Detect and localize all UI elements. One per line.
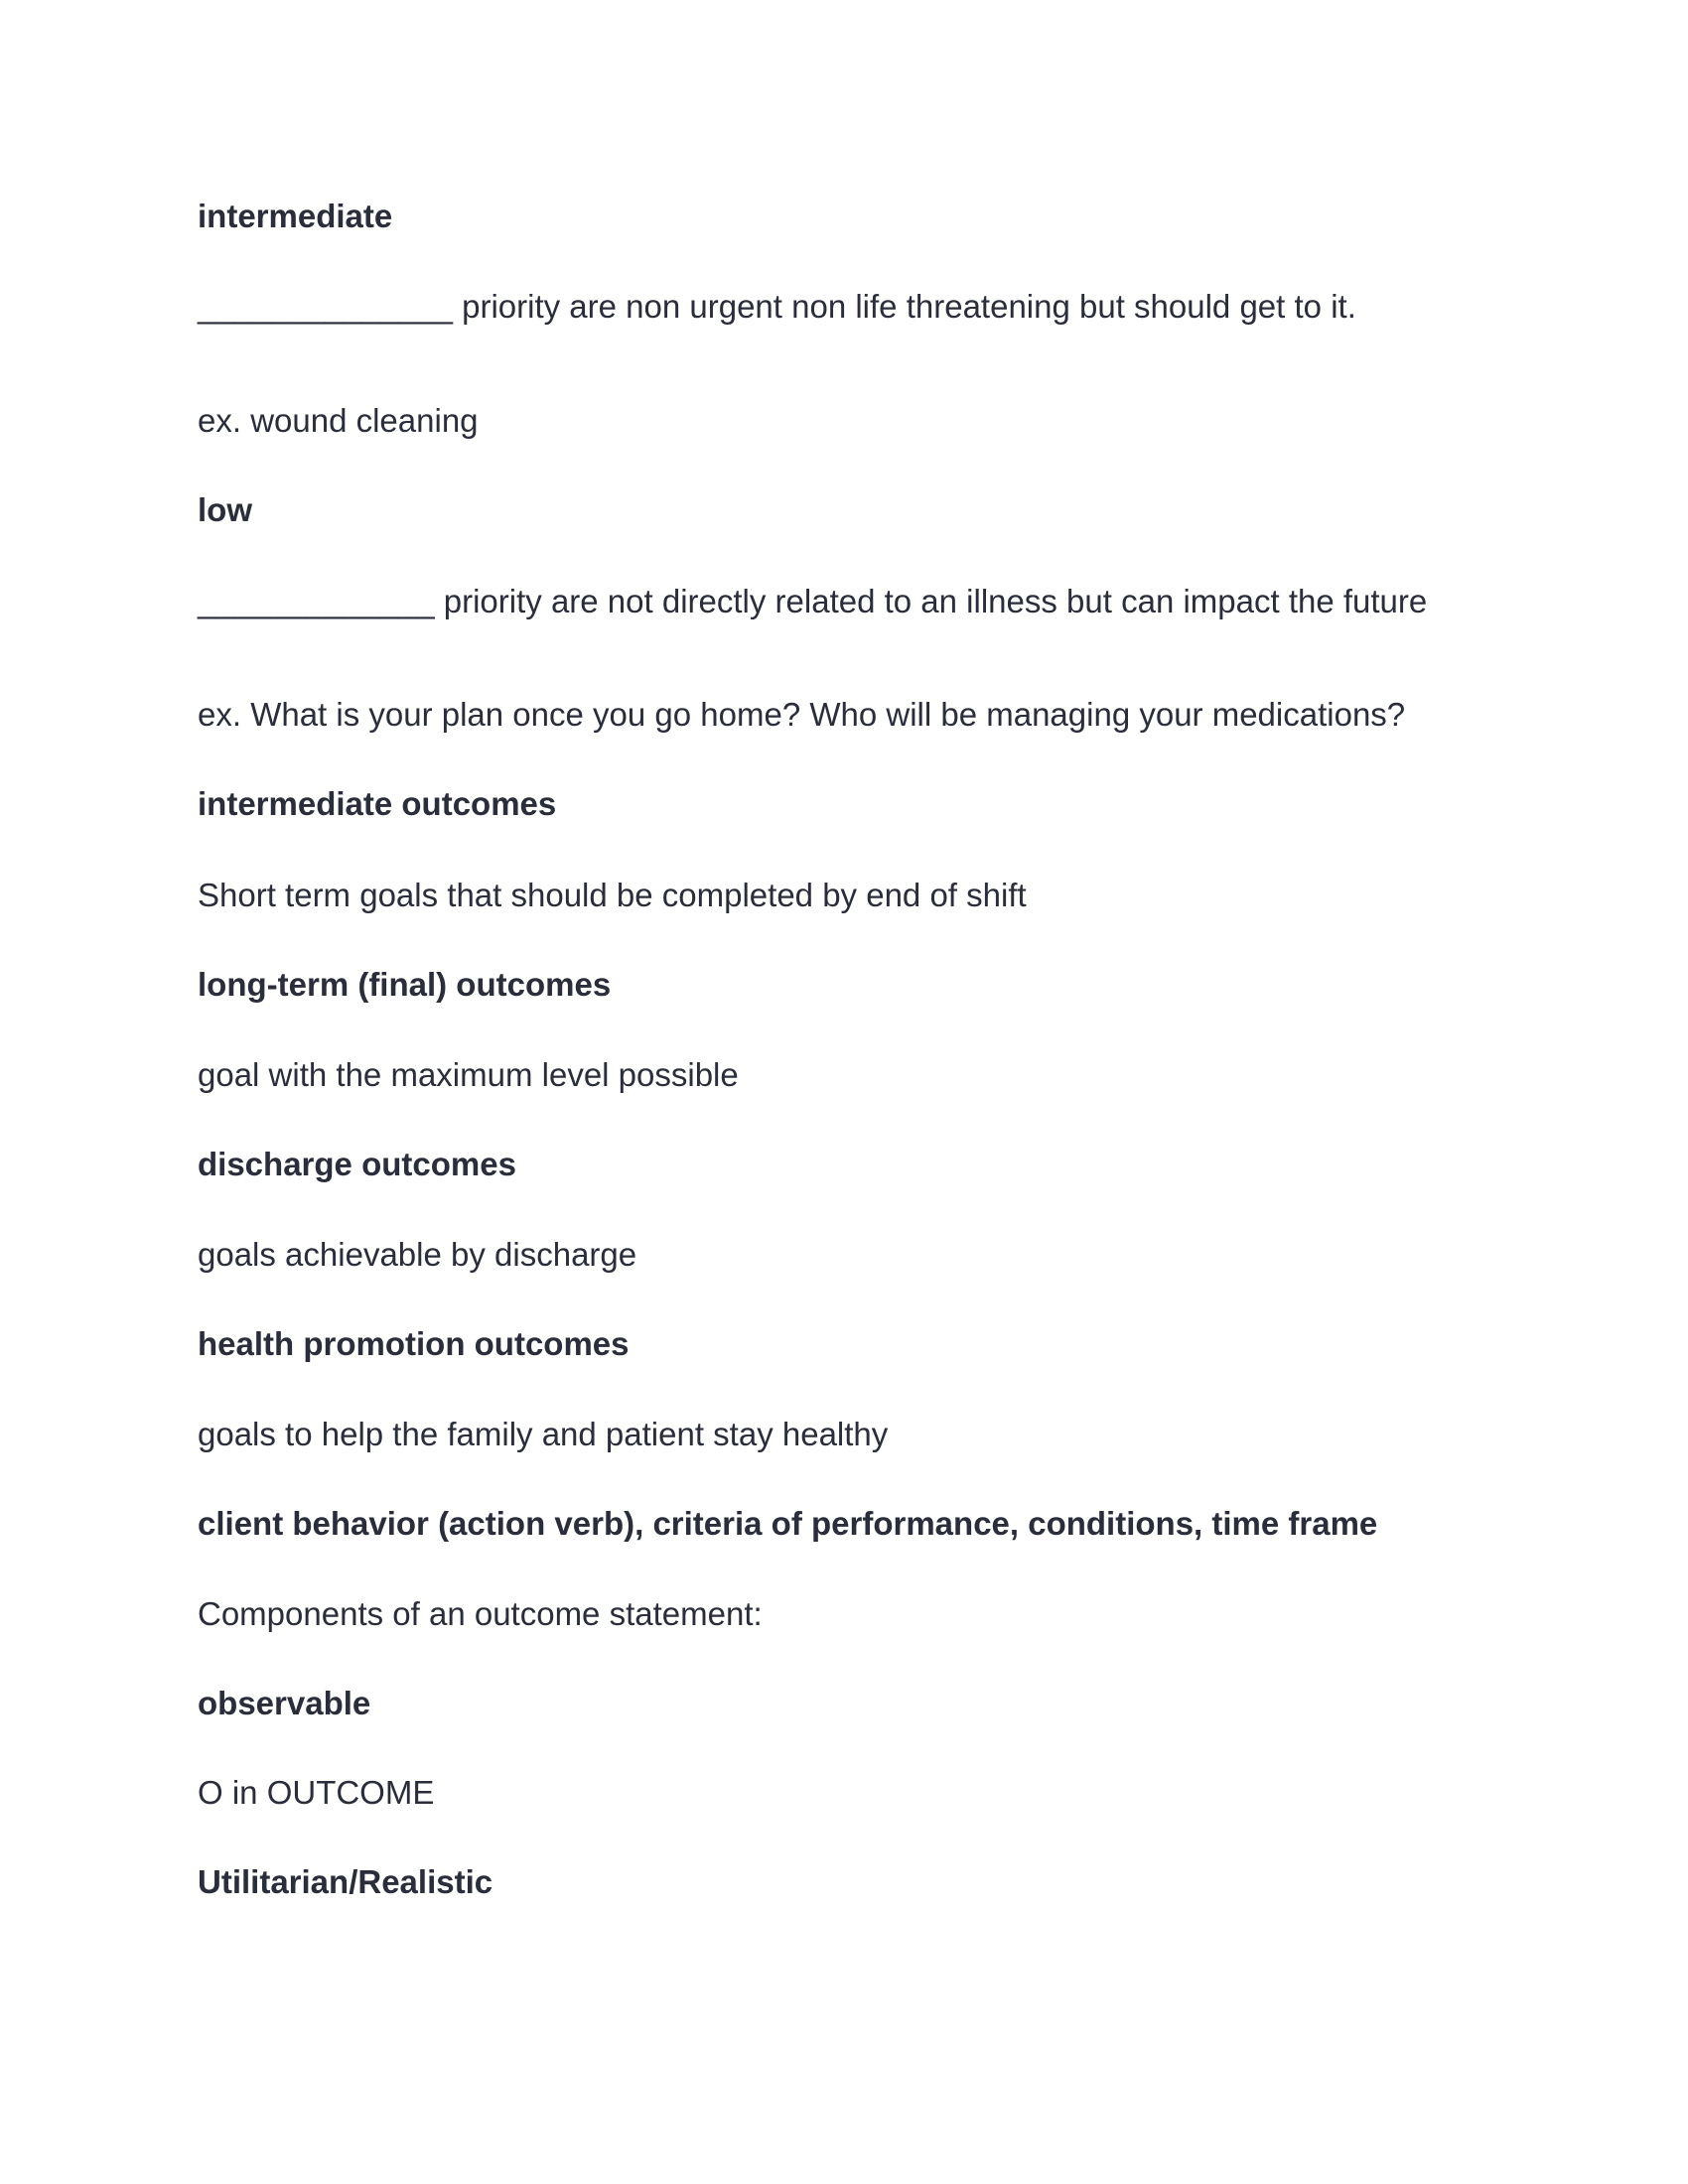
card-2-definition: _____________ priority are not directly related to an illness but can impact the future: [198, 583, 1428, 619]
card-7-term: client behavior (action verb), criteria of performance, conditions, time frame: [198, 1505, 1378, 1542]
card-7-definition: Components of an outcome statement:: [198, 1595, 763, 1632]
card-9-term: Utilitarian/Realistic: [198, 1863, 493, 1900]
card-1-term: intermediate: [198, 198, 393, 234]
card-4-term: long-term (final) outcomes: [198, 966, 612, 1003]
card-3-term: intermediate outcomes: [198, 785, 557, 822]
card-6-term: health promotion outcomes: [198, 1325, 630, 1362]
card-8-term: observable: [198, 1685, 371, 1721]
card-3-definition: Short term goals that should be completed by end of shift: [198, 877, 1027, 913]
card-1-definition: ______________ priority are non urgent non life threatening but should get to it.: [198, 288, 1356, 325]
card-5-definition: goals achievable by discharge: [198, 1236, 637, 1273]
card-8-definition: O in OUTCOME: [198, 1774, 435, 1811]
card-5-term: discharge outcomes: [198, 1146, 516, 1182]
card-1-example: ex. wound cleaning: [198, 402, 479, 439]
card-6-definition: goals to help the family and patient stay healthy: [198, 1416, 889, 1452]
card-2-term: low: [198, 491, 252, 528]
card-4-definition: goal with the maximum level possible: [198, 1056, 739, 1093]
card-2-example: ex. What is your plan once you go home? Who will be managing your medications?: [198, 696, 1406, 733]
